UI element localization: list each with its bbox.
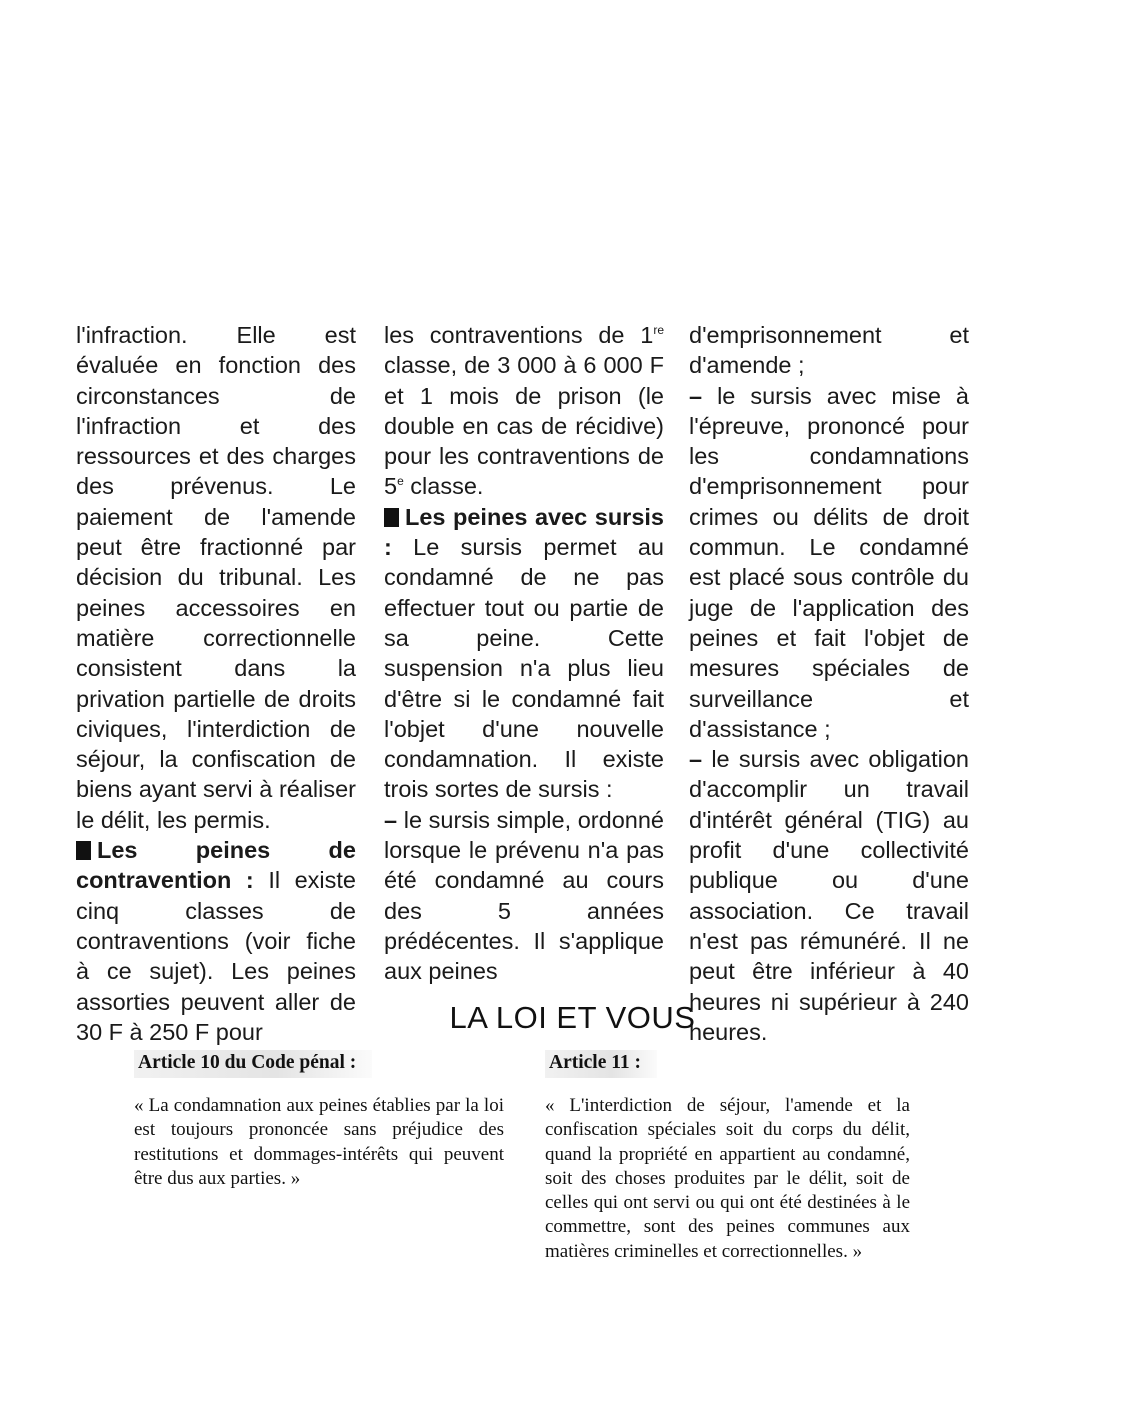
square-bullet-icon [76, 841, 91, 860]
article-heading: Article 10 du Code pénal : [134, 1050, 372, 1078]
paragraph-text: Il existe cinq classes de contraventions (voir fiche à ce sujet). Les peines assorties peuvent aller de 30 F à 250 F pour [76, 867, 357, 1045]
text-run: les contraventions de 1 [384, 322, 654, 348]
list-item-text: le sursis avec mise à l'épreuve, prononcé pour les condamnations d'emprisonnement pour crimes ou délits de droit commun. Le condamné est placé sous contrôle du juge de l'application des peines et fait l'objet de mesures spéciales de surveillance et d'assistance ; [689, 382, 969, 742]
dash-bullet-icon: – [689, 746, 712, 773]
dash-bullet-icon: – [689, 382, 718, 409]
article-11-box [545, 1050, 910, 1264]
paragraph-text: Le sursis permet au condamné de ne pas effectuer tout ou partie de sa peine. Cette suspension n'a plus lieu d'être si le condamné fait l'objet d'une nouvelle condamnation. Il existe trois sortes de sursis : [384, 534, 664, 803]
section-title: LA LOI ET VOUS [449, 1000, 696, 1035]
paragraph [384, 502, 664, 805]
paragraph [384, 320, 664, 502]
text-run: classe. [403, 473, 484, 500]
article-text: « L'interdiction de séjour, l'amende et la confiscation spéciales soit du corps du délit, quand la propriété en appartient au condamné, soit des choses produites par le délit, soit de celles qui ont servi ou qui ont été destinées à le commettre, sont des peines communes aux matières criminelles et correctionnelles. » [545, 1095, 910, 1262]
article-text: « La condamnation aux peines établies par la loi est toujours prononcée sans préjudice des restitutions et dommages-intérêts qui peuvent être dus aux parties. » [134, 1095, 504, 1189]
list-item [384, 805, 664, 987]
section-heading: Les peines avec sursis : [384, 503, 664, 561]
paragraph: l'infraction. Elle est évaluée en fonction des circonstances de l'infraction et des ressources et des charges des prévenus. Le paiement de l'amende peut être fractionné par décision du tribunal. Les peines accessoires en matière correctionnelle consistent dans la privation partielle de droits civiques, l'interdiction de séjour, la confiscation de biens ayant servi à réaliser le délit, les permis. [76, 322, 356, 833]
dash-bullet-icon: – [384, 806, 404, 833]
superscript: re [653, 323, 664, 338]
text-column-1 [76, 320, 356, 1047]
text-run: classe, de 3 000 à 6 000 F et 1 mois de prison (le double en cas de récidive) pour les contraventions de 5 [384, 352, 664, 500]
superscript: e [397, 474, 404, 489]
section-heading: Les peines de contravention : [76, 837, 356, 894]
list-item-text: le sursis simple, ordonné lorsque le prévenu n'a pas été condamné au cours des 5 années prédécentes. Il s'applique aux peines [384, 806, 664, 985]
article-10-box [134, 1050, 504, 1191]
list-item-text: le sursis avec obligation d'accomplir un travail d'intérêt général (TIG) au profit d'une collectivité publique ou d'une association. Ce travail n'est pas rémunéré. Il ne peut être inférieur à 40 heures ni supérieur à 240 heures. [689, 746, 969, 1045]
paragraph: d'emprisonnement et d'amende ; [689, 322, 969, 379]
article-heading: Article 11 : [545, 1050, 657, 1078]
square-bullet-icon [384, 508, 399, 527]
text-column-2 [384, 320, 664, 987]
list-item [689, 381, 969, 745]
text-column-3 [689, 320, 969, 1047]
